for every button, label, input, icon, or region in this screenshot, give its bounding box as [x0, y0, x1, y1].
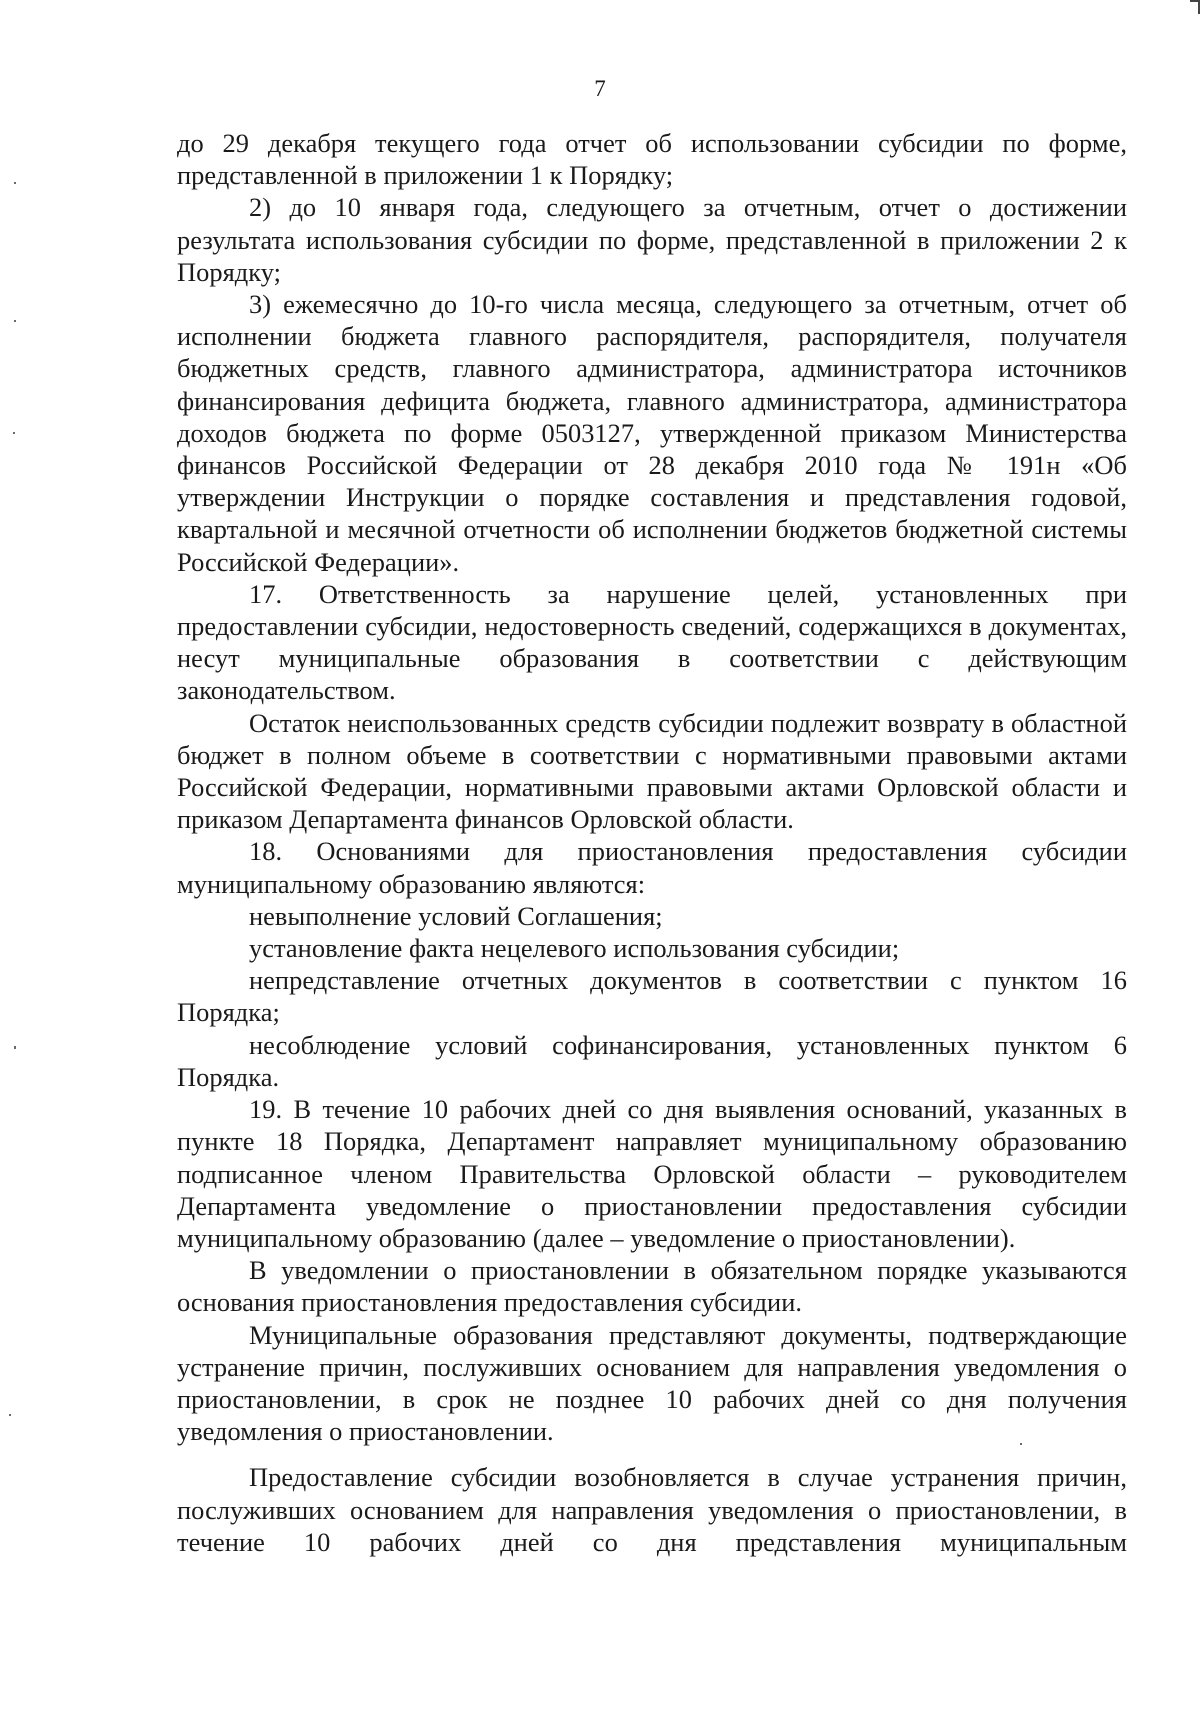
- scan-speck: [14, 1046, 16, 1049]
- paragraph-ground-3: непредставление отчетных документов в соответствии с пунктом 16 Порядка;: [177, 965, 1127, 1028]
- scan-speck: [9, 1414, 11, 1416]
- page-number: 7: [594, 76, 606, 101]
- paragraph-ground-1: невыполнение условий Соглашения;: [249, 900, 663, 931]
- paragraph-ground-4: несоблюдение условий софинансирования, установленных пунктом 6 Порядка.: [177, 1029, 1127, 1092]
- paragraph-clause-17: 17. Ответственность за нарушение целей, установленных при предоставлении субсидии, недостоверность сведений, содержащихся в документах, несут муниципальные образования в соответствии с действующим законодательством.: [177, 578, 1127, 706]
- scan-speck: [14, 320, 16, 322]
- scan-corner-mark: [1190, 0, 1200, 14]
- paragraph-clause-19: 19. В течение 10 рабочих дней со дня выявления оснований, указанных в пункте 18 Порядка, Департамент направляет муниципальному образованию подписанное членом Правительства Орловской области – руководителем Департамента уведомление о приостановлении предоставления субсидии муниципальному образованию (далее – уведомление о приостановлении).: [177, 1094, 1127, 1253]
- scan-speck: [1020, 1443, 1022, 1445]
- scan-speck: [13, 432, 15, 434]
- paragraph-report-deadline: до 29 декабря текущего года отчет об использовании субсидии по форме, представленной в приложении 1 к Порядку;: [177, 128, 1127, 191]
- paragraph-unused-funds: Остаток неиспользованных средств субсидии подлежит возврату в областной бюджет в полном объеме в соответствии с нормативными правовыми актами Российской Федерации, нормативными правовыми актами Орловской области и приказом Департамента финансов Орловской области.: [177, 707, 1127, 835]
- paragraph-item-2: 2) до 10 января года, следующего за отчетным, отчет о достижении результата использования субсидии по форме, представленной в приложении 2 к Порядку;: [177, 192, 1127, 287]
- paragraph-clause-18: 18. Основаниями для приостановления предоставления субсидии муниципальному образованию являются:: [177, 836, 1127, 899]
- scan-speck: [14, 182, 16, 184]
- document-body: [177, 127, 1127, 1558]
- paragraph-municipal-documents: Муниципальные образования представляют документы, подтверждающие устранение причин, послуживших основанием для направления уведомления о приостановлении, в срок не позднее 10 рабочих дней со дня получения уведомления о приостановлении.: [177, 1319, 1127, 1447]
- paragraph-notice-content: В уведомлении о приостановлении в обязательном порядке указываются основания приостановления предоставления субсидии.: [177, 1255, 1127, 1318]
- paragraph-item-3: 3) ежемесячно до 10-го числа месяца, следующего за отчетным, отчет об исполнении бюджета главного распорядителя, распорядителя, получателя бюджетных средств, главного администратора, администратора источников финансирования дефицита бюджета, главного администратора, администратора доходов бюджета по форме 0503127, утвержденной приказом Министерства финансов Российской Федерации от 28 декабря 2010 года № 191н «Об утверждении Инструкции о порядке составления и представления годовой, квартальной и месячной отчетности об исполнении бюджетов бюджетной системы Российской Федерации».: [177, 289, 1127, 577]
- paragraph-resumption: Предоставление субсидии возобновляется в случае устранения причин, послуживших основанием для направления уведомления о приостановлении, в течение 10 рабочих дней со дня представления муниципальным: [177, 1462, 1127, 1557]
- paragraph-ground-2: установление факта нецелевого использования субсидии;: [249, 933, 900, 964]
